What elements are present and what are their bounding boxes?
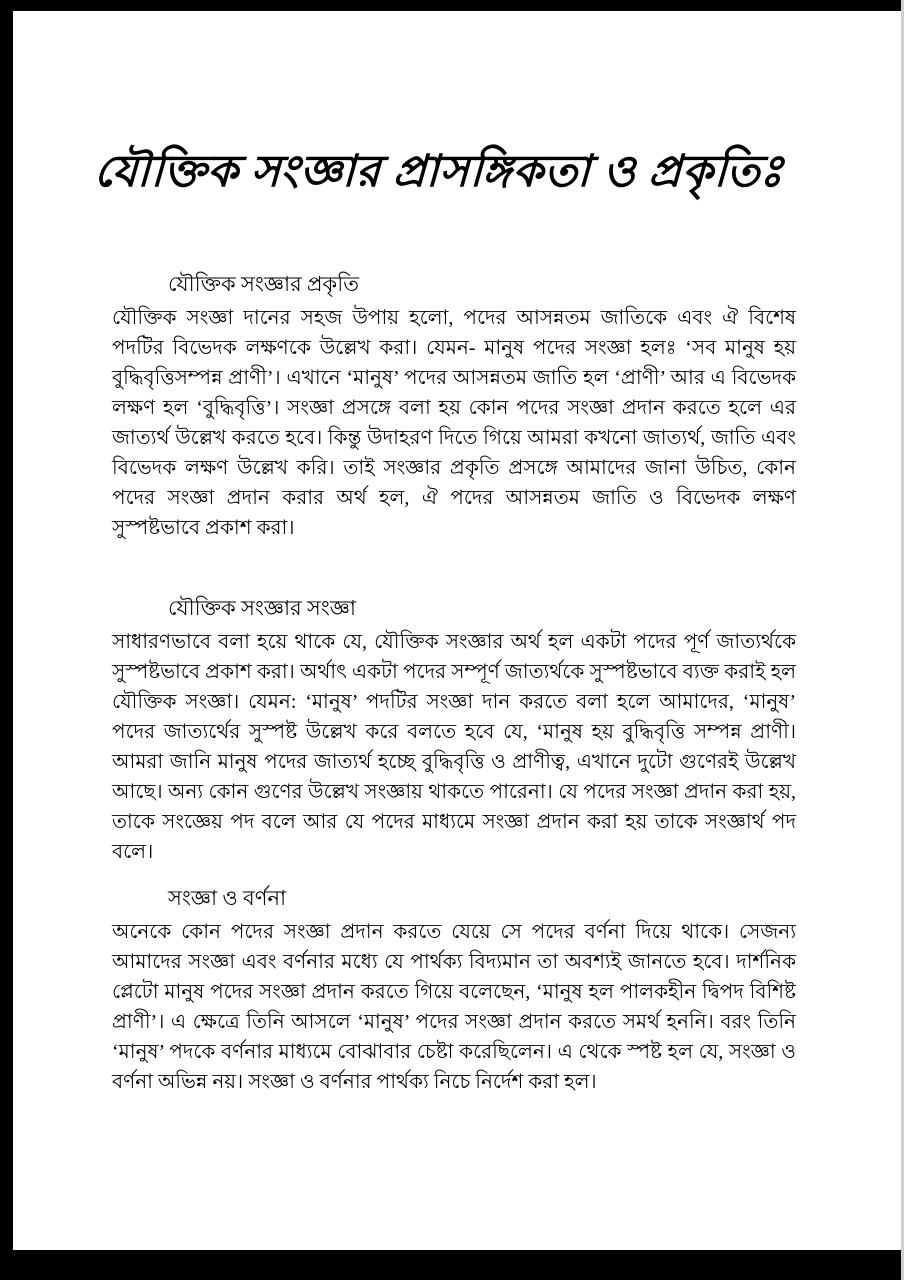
scan-edge-left (0, 0, 13, 1280)
scan-edge-top (0, 0, 904, 11)
section-heading: যৌক্তিক সংজ্ঞার সংজ্ঞা (168, 596, 356, 620)
section-paragraph: যৌক্তিক সংজ্ঞা দানের সহজ উপায় হলো, পদের আসন্নতম জাতিকে এবং ঐ বিশেষ পদটির বিভেদক লক্ষণকে উল্লেখ করা। যেমন- মানুষ পদের সংজ্ঞা হলঃ ‘সব মানুষ হয় বুদ্ধিবৃত্তিসম্পন্ন প্রাণী’। এখানে ‘মানুষ’ পদের আসন্নতম জাতি হল ‘প্রাণী’ আর এ বিভেদক লক্ষণ হল ‘বুদ্ধিবৃত্তি’। সংজ্ঞা প্রসঙ্গে বলা হয় কোন পদের সংজ্ঞা প্রদান করতে হলে এর জাত্যর্থ উল্লেখ করতে হবে। কিন্তু উদাহরণ দিতে গিয়ে আমরা কখনো জাত্যর্থ, জাতি এবং বিভেদক লক্ষণ উল্লেখ করি। তাই সংজ্ঞার প্রকৃতি প্রসঙ্গে আমাদের জানা উচিত, কোন পদের সংজ্ঞা প্রদান করার অর্থ হল, ঐ পদের আসন্নতম জাতি ও বিভেদক লক্ষণ সুস্পষ্টভাবে প্রকাশ করা। (112, 307, 796, 539)
section-nature-of-definition (112, 269, 796, 543)
section-paragraph: সাধারণভাবে বলা হয়ে থাকে যে, যৌক্তিক সংজ্ঞার অর্থ হল একটা পদের পূর্ণ জাত্যর্থকে সুস্পষ্টভাবে প্রকাশ করা। অর্থাৎ একটা পদের সম্পূর্ণ জাত্যর্থকে সুস্পষ্টভাবে ব্যক্ত করাই হল যৌক্তিক সংজ্ঞা। যেমন: ‘মানুষ’ পদটির সংজ্ঞা দান করতে বলা হলে আমাদের, ‘মানুষ’ পদের জাত্যর্থের সুস্পষ্ট উল্লেখ করে বলতে হবে যে, ‘মানুষ হয় বুদ্ধিবৃত্তি সম্পন্ন প্রাণী। আমরা জানি মানুষ পদের জাত্যর্থ হচ্ছে বুদ্ধিবৃত্তি ও প্রাণীত্ব, এখানে দুটো গুণেরই উল্লেখ আছে। অন্য কোন গুণের উল্লেখ সংজ্ঞায় থাকতে পারেনা। যে পদের সংজ্ঞা প্রদান করা হয়, তাকে সংজ্ঞেয় পদ বলে আর যে পদের মাধ্যমে সংজ্ঞা প্রদান করা হয় তাকে সংজ্ঞার্থ পদ বলে। (112, 631, 796, 863)
scan-edge-bottom (0, 1250, 904, 1280)
section-definition-vs-description (112, 883, 796, 1097)
section-paragraph: অনেকে কোন পদের সংজ্ঞা প্রদান করতে যেয়ে সে পদের বর্ণনা দিয়ে থাকে। সেজন্য আমাদের সংজ্ঞা এবং বর্ণনার মধ্যে যে পার্থক্য বিদ্যমান তা অবশ্যই জানতে হবে। দার্শনিক প্লেটো মানুষ পদের সংজ্ঞা প্রদান করতে গিয়ে বলেছেন, ‘মানুষ হল পালকহীন দ্বিপদ বিশিষ্ট প্রাণী’। এ ক্ষেত্রে তিনি আসলে ‘মানুষ’ পদের সংজ্ঞা প্রদান করতে সমর্থ হননি। বরং তিনি ‘মানুষ’ পদকে বর্ণনার মাধ্যমে বোঝাবার চেষ্টা করেছিলেন। এ থেকে স্পষ্ট হল যে, সংজ্ঞা ও বর্ণনা অভিন্ন নয়। সংজ্ঞা ও বর্ণনার পার্থক্য নিচে নির্দেশ করা হল। (112, 921, 796, 1093)
section-definition-of-definition (112, 593, 796, 867)
page-title: যৌক্তিক সংজ্ঞার প্রাসঙ্গিকতা ও প্রকৃতিঃ (93, 147, 785, 196)
section-heading: সংজ্ঞা ও বর্ণনা (168, 886, 287, 910)
section-heading: যৌক্তিক সংজ্ঞার প্রকৃতি (168, 272, 360, 296)
